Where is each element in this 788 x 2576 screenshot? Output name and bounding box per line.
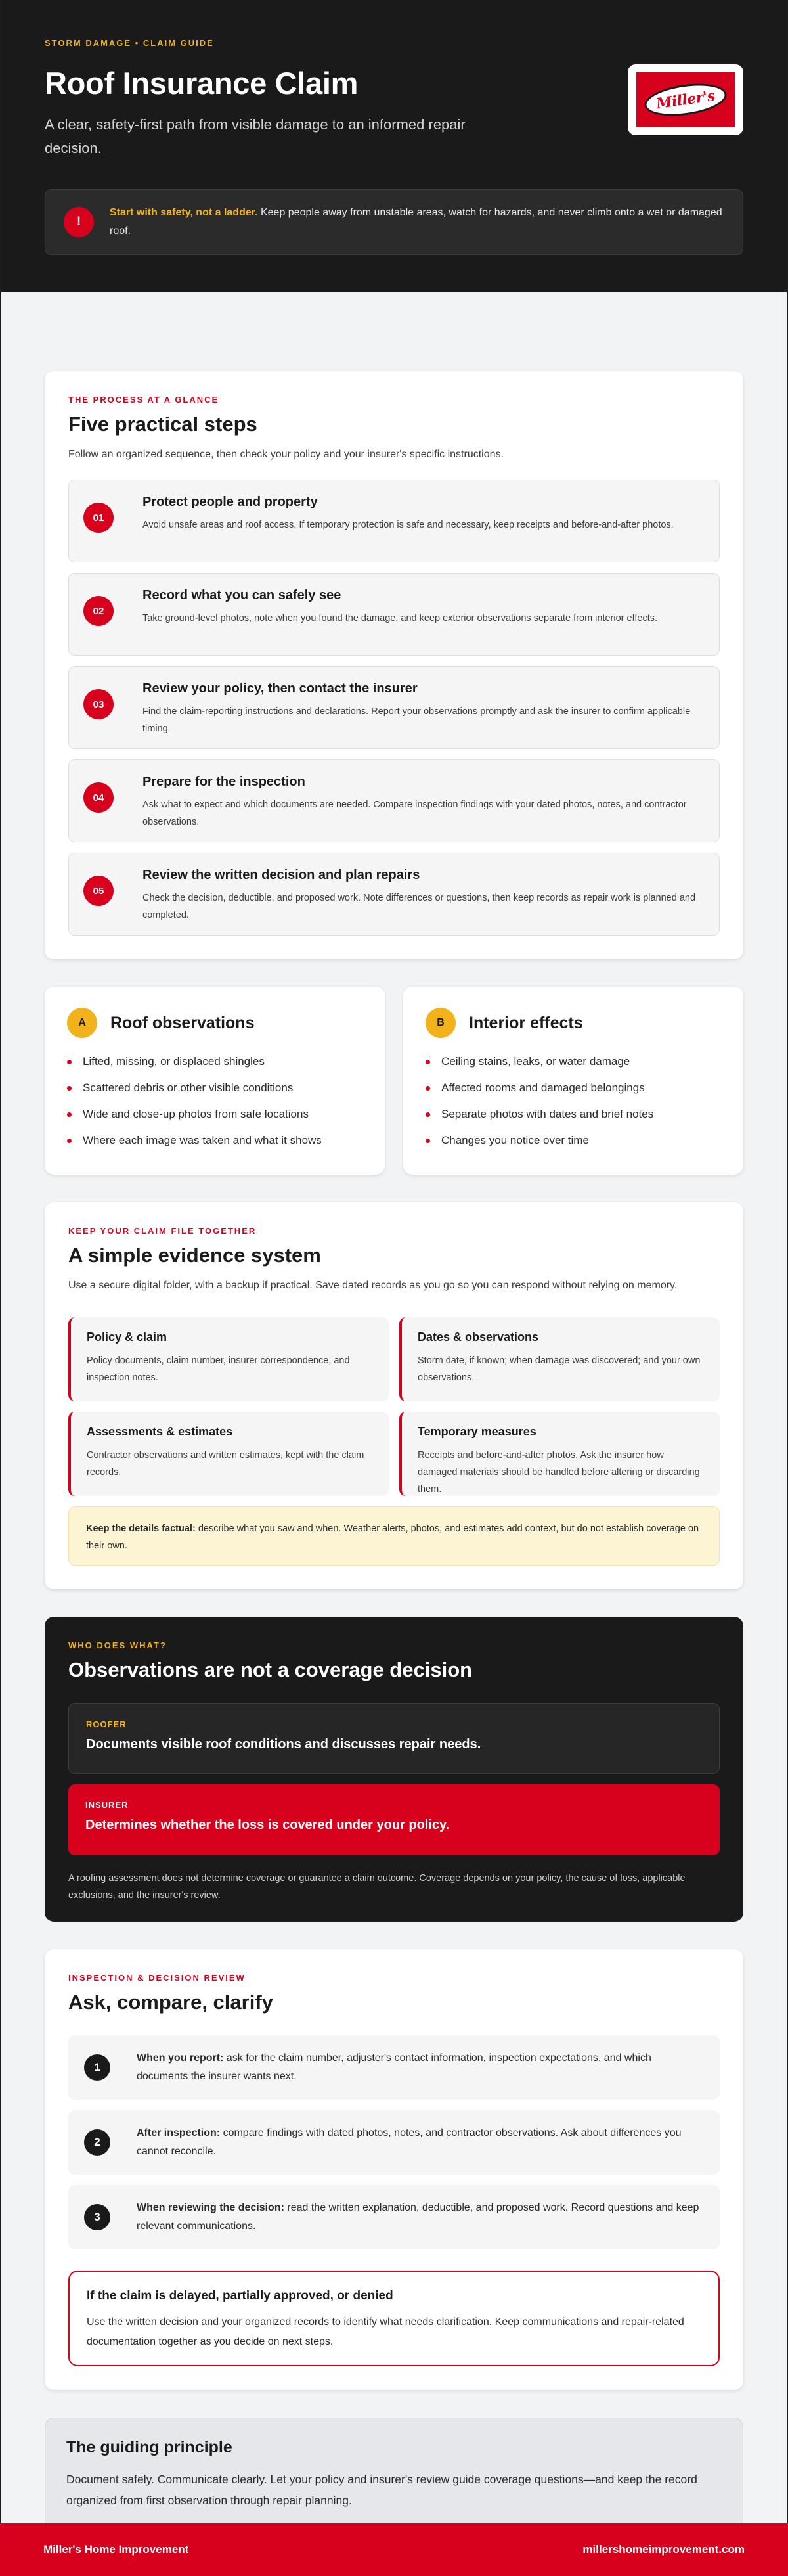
safety-callout	[45, 189, 743, 255]
warning-icon: !	[64, 207, 94, 237]
roof-observations-list	[67, 1055, 362, 1147]
logo-oval	[642, 79, 728, 120]
step-number: 03	[83, 689, 114, 719]
row-body: compare findings with dated photos, notes, and contractor observations. Ask about differences you cannot reconcile.	[137, 2127, 682, 2157]
row-text	[137, 2124, 704, 2161]
evidence-item-text: Receipts and before-and-after photos. Ask the insurer how damaged materials should be handled before altering or discarding them.	[418, 1450, 700, 1495]
evidence-item-title: Dates & observations	[418, 1330, 539, 1344]
evidence-item-text: Contractor observations and written estimates, kept with the claim records.	[87, 1450, 364, 1478]
step-number: 01	[83, 503, 114, 533]
badge-a: A	[67, 1008, 97, 1038]
row-number: 1	[84, 2054, 110, 2081]
evidence-item	[399, 1317, 720, 1401]
step-text: Find the claim-reporting instructions and declarations. Report your observations promptly and ask the insurer to confirm applicable timing.	[142, 706, 691, 734]
delay-title: If the claim is delayed, partially approved, or denied	[87, 2289, 393, 2303]
list-item: Separate photos with dates and brief notes	[426, 1108, 721, 1121]
step-text: Ask what to expect and which documents are needed. Compare inspection findings with your dated photos, notes, and contractor observations.	[142, 800, 687, 827]
evidence-title: A simple evidence system	[68, 1244, 321, 1267]
footer-website-link[interactable]: millershomeimprovement.com	[582, 2543, 745, 2556]
hero-eyebrow: STORM DAMAGE • CLAIM GUIDE	[45, 38, 214, 48]
step-title: Review the written decision and plan repairs	[142, 868, 420, 882]
row-body: ask for the claim number, adjuster's contact information, inspection expectations, and which documents the insurer wants next.	[137, 2052, 651, 2082]
roles-title: Observations are not a coverage decision	[68, 1658, 473, 1681]
roles-eyebrow: WHO DOES WHAT?	[68, 1640, 167, 1650]
row-text	[137, 2049, 704, 2086]
list-item: Wide and close-up photos from safe locations	[67, 1108, 362, 1121]
step-item	[68, 573, 720, 656]
logo-red-panel	[636, 72, 735, 127]
evidence-grid	[68, 1317, 720, 1496]
interior-effects-title: Interior effects	[469, 1013, 583, 1032]
insurer-text: Determines whether the loss is covered under your policy.	[85, 1818, 450, 1832]
inspection-row	[68, 2035, 720, 2100]
evidence-card	[45, 1202, 743, 1589]
evidence-item-text: Storm date, if known; when damage was discovered; and your own observations.	[418, 1355, 701, 1383]
safety-body: Keep people away from unstable areas, watch for hazards, and never climb onto a wet or damaged roof.	[110, 207, 722, 237]
step-title: Review your policy, then contact the insurer	[142, 681, 418, 696]
hero-subtitle: A clear, safety-first path from visible damage to an informed repair decision.	[45, 116, 466, 156]
principle-text: Document safely. Communicate clearly. Let your policy and insurer's review guide coverage questions—and keep the record organized from first observation through repair planning.	[66, 2473, 697, 2507]
process-title: Five practical steps	[68, 413, 257, 436]
row-lead: After inspection:	[137, 2127, 221, 2138]
process-intro: Follow an organized sequence, then check your policy and your insurer's specific instructions.	[68, 449, 504, 460]
step-title: Record what you can safely see	[142, 588, 341, 602]
evidence-item-text: Policy documents, claim number, insurer correspondence, and inspection notes.	[87, 1355, 350, 1383]
inspection-row	[68, 2185, 720, 2249]
step-number: 04	[83, 782, 114, 813]
step-text: Take ground-level photos, note when you found the damage, and keep exterior observations separate from interior effects.	[142, 613, 658, 623]
row-text	[137, 2199, 704, 2236]
inspection-title: Ask, compare, clarify	[68, 1991, 273, 2014]
row-body: read the written explanation, deductible, and proposed work. Record questions and keep relevant communications.	[137, 2202, 699, 2232]
insurer-role	[68, 1784, 720, 1855]
roofer-role	[68, 1703, 720, 1774]
delay-text: Use the written decision and your organized records to identify what needs clarification. Keep communications and repair-related documentation together as you decide on next steps.	[87, 2316, 684, 2347]
step-item	[68, 853, 720, 936]
delay-callout	[68, 2271, 720, 2366]
inspection-card	[45, 1949, 743, 2390]
list-item: Ceiling stains, leaks, or water damage	[426, 1055, 721, 1068]
hero	[1, 0, 787, 292]
step-item	[68, 666, 720, 749]
process-eyebrow: THE PROCESS AT A GLANCE	[68, 395, 219, 405]
roofer-text: Documents visible roof conditions and discusses repair needs.	[86, 1737, 481, 1751]
step-text: Check the decision, deductible, and proposed work. Note differences or questions, then keep records as repair work is planned and completed.	[142, 893, 696, 920]
factual-note	[68, 1506, 720, 1566]
evidence-item	[68, 1412, 389, 1496]
guiding-principle	[45, 2418, 743, 2533]
list-item: Affected rooms and damaged belongings	[426, 1081, 721, 1095]
step-number: 05	[83, 876, 114, 906]
badge-b: B	[426, 1008, 456, 1038]
step-title: Protect people and property	[142, 495, 318, 509]
list-item: Scattered debris or other visible conditions	[67, 1081, 362, 1095]
principle-title: The guiding principle	[66, 2438, 232, 2456]
step-number: 02	[83, 596, 114, 626]
step-text: Avoid unsafe areas and roof access. If temporary protection is safe and necessary, keep receipts and before-and-after photos.	[142, 520, 674, 530]
inspection-row	[68, 2110, 720, 2175]
inspection-eyebrow: INSPECTION & DECISION REVIEW	[68, 1973, 246, 1983]
note-text: describe what you saw and when. Weather alerts, photos, and estimates add context, but do not establish coverage on their own.	[86, 1524, 699, 1551]
note-lead: Keep the details factual:	[86, 1524, 196, 1534]
footer	[0, 2523, 788, 2576]
row-lead: When reviewing the decision:	[137, 2202, 284, 2213]
inspection-list	[68, 2035, 720, 2249]
row-lead: When you report:	[137, 2052, 224, 2064]
company-logo	[628, 64, 743, 135]
list-item: Where each image was taken and what it shows	[67, 1134, 362, 1147]
step-title: Prepare for the inspection	[142, 775, 305, 789]
roles-footnote: A roofing assessment does not determine coverage or guarantee a claim outcome. Coverage depends on your policy, the cause of loss, applicable exclusions, and the insurer's review.	[68, 1873, 686, 1901]
evidence-item-title: Assessments & estimates	[87, 1425, 233, 1438]
evidence-item-title: Policy & claim	[87, 1330, 167, 1344]
observations-section	[45, 987, 743, 1175]
step-item	[68, 759, 720, 842]
main-content	[1, 292, 787, 2533]
roofer-label: ROOFER	[86, 1719, 127, 1729]
step-item	[68, 480, 720, 562]
safety-lead: Start with safety, not a ladder.	[110, 207, 258, 218]
row-number: 2	[84, 2129, 110, 2156]
evidence-eyebrow: KEEP YOUR CLAIM FILE TOGETHER	[68, 1226, 257, 1236]
insurer-label: INSURER	[85, 1800, 129, 1810]
list-item: Changes you notice over time	[426, 1134, 721, 1147]
evidence-item	[399, 1412, 720, 1496]
footer-company: Miller's Home Improvement	[43, 2543, 189, 2556]
evidence-item	[68, 1317, 389, 1401]
safety-text	[110, 204, 724, 240]
evidence-intro: Use a secure digital folder, with a backup if practical. Save dated records as you go so you can respond without relying on memory.	[68, 1280, 678, 1291]
roles-card	[45, 1617, 743, 1922]
steps-list	[68, 480, 720, 936]
roof-observations-card	[45, 987, 385, 1175]
evidence-item-title: Temporary measures	[418, 1425, 536, 1438]
list-item: Lifted, missing, or displaced shingles	[67, 1055, 362, 1068]
interior-effects-card	[403, 987, 743, 1175]
logo-text: Miller's	[655, 87, 716, 113]
row-number: 3	[84, 2204, 110, 2230]
process-card	[45, 371, 743, 959]
roof-observations-title: Roof observations	[110, 1013, 255, 1032]
interior-effects-list	[426, 1055, 721, 1147]
page-title: Roof Insurance Claim	[45, 66, 359, 101]
